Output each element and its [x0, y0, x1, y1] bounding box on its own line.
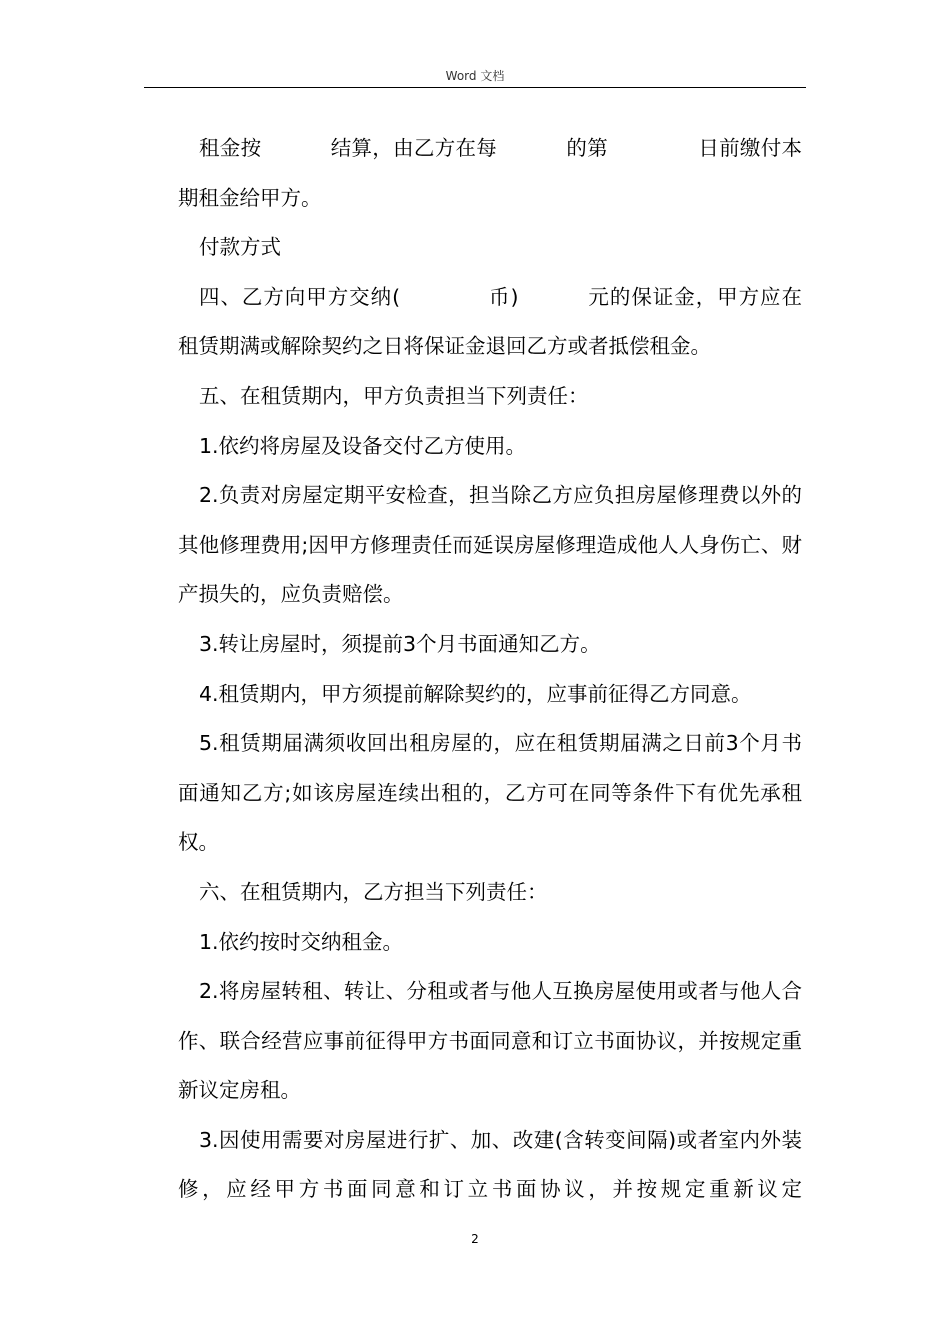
section-5-item: 3.转让房屋时，须提前3个月书面通知乙方。: [199, 631, 601, 656]
rent-text-1: 租金按: [199, 136, 262, 160]
section-6-title: 六、在租赁期内，乙方担当下列责任：: [199, 879, 548, 904]
page-number: 2: [471, 1232, 479, 1246]
section-5-item: 2.负责对房屋定期平安检查，担当除乙方应负担房屋修理费以外的其他修理费用;因甲方修理责任而延误房屋修理造成他人人身伤亡、财产损失的，应负责赔偿。: [178, 483, 802, 607]
header-divider: [144, 87, 806, 88]
section-5-item: 1.依约将房屋及设备交付乙方使用。: [199, 433, 527, 458]
section-5-item: 4.租赁期内，甲方须提前解除契约的，应事前征得乙方同意。: [199, 681, 752, 706]
section-6-item: 1.依约按时交纳租金。: [199, 929, 404, 954]
document-body: [178, 124, 802, 1215]
section-5-item: 5.租赁期届满须收回出租房屋的，应在租赁期届满之日前3个月书面通知乙方;如该房屋连续出租的，乙方可在同等条件下有优先承租权。: [178, 731, 802, 855]
rent-payment-clause: [178, 124, 802, 223]
deposit-clause: [178, 273, 802, 372]
section-5-title: 五、在租赁期内，甲方负责担当下列责任：: [199, 383, 589, 408]
section-6-item: 2.将房屋转租、转让、分租或者与他人互换房屋使用或者与他人合作、联合经营应事前征得甲方书面同意和订立书面协议，并按规定重新议定房租。: [178, 979, 802, 1103]
rent-text-2: 结算，由乙方在每: [330, 136, 498, 160]
deposit-text-2: 币): [488, 284, 519, 309]
page-header: Word 文档: [445, 69, 505, 83]
deposit-text-1: 四、乙方向甲方交纳(: [199, 284, 401, 309]
rent-text-4: 日前缴付本期租金给甲方。: [178, 136, 803, 210]
payment-method-line: 付款方式: [199, 235, 281, 260]
section-6-item: 3.因使用需要对房屋进行扩、加、改建(含转变间隔)或者室内外装修，应经甲方书面同意和订立书面协议，并按规定重新议定: [178, 1127, 802, 1202]
deposit-text-3: 元的保证金，甲方应在租赁期满或解除契约之日将保证金退回乙方或者抵偿租金。: [178, 284, 803, 359]
rent-text-3: 的第: [566, 136, 609, 160]
